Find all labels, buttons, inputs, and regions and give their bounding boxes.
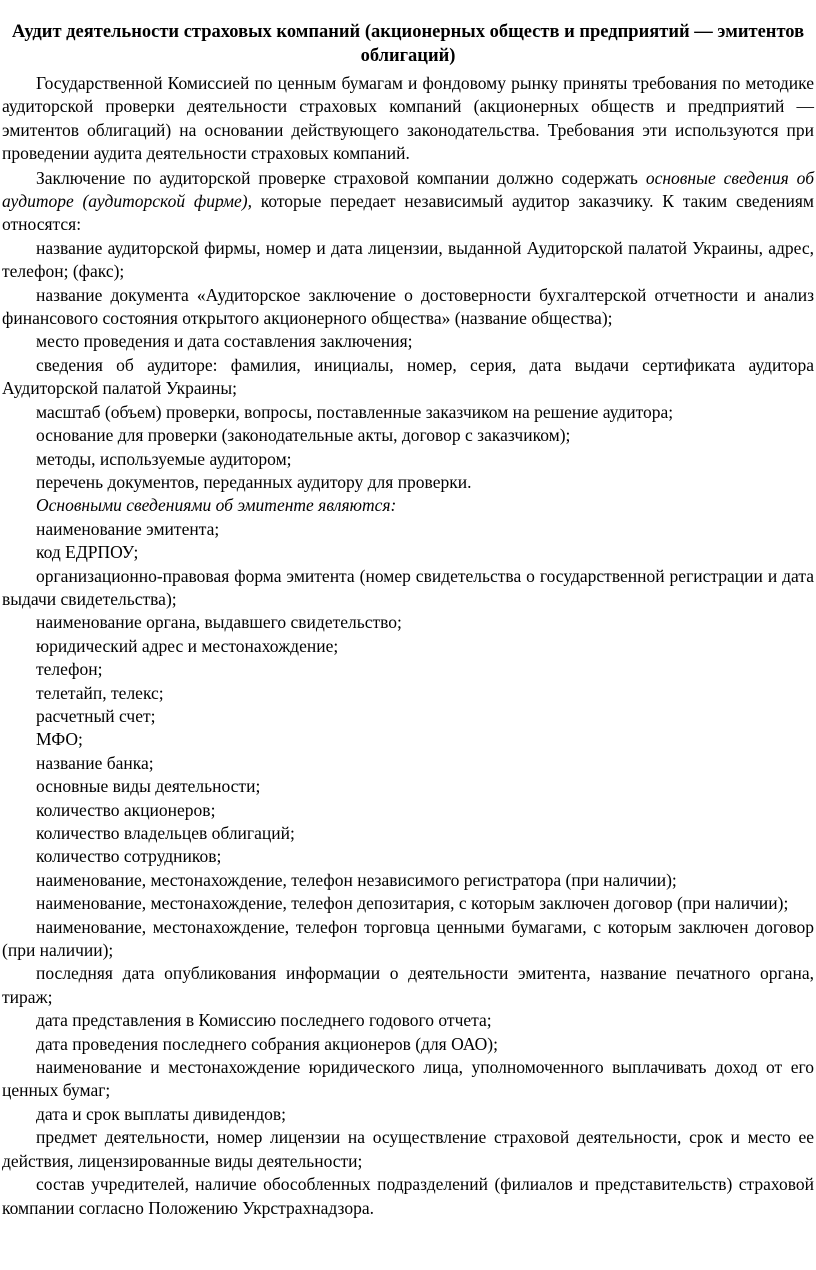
list-item: код ЕДРПОУ; — [36, 542, 139, 563]
list-item: дата и срок выплаты дивидендов; — [36, 1103, 287, 1124]
list-item: название банка; — [36, 752, 154, 773]
list-item: наименование, местонахождение, телефон торговца ценными бумагами, с которым заключен договор (при наличии); — [2, 916, 814, 961]
list-item: название аудиторской фирмы, номер и дата лицензии, выданной Аудиторской палатой Украины, адрес, телефон; (факс); — [2, 237, 814, 282]
list-item: наименование и местонахождение юридического лица, уполномоченного выплачивать доход от его ценных бумаг; — [2, 1057, 814, 1101]
list-item: количество акционеров; — [36, 799, 216, 820]
list-item: основание для проверки (законодательные акты, договор с заказчиком); — [36, 425, 571, 446]
list-item: наименование, местонахождение, телефон независимого регистратора (при наличии); — [36, 869, 677, 890]
list-item: состав учредителей, наличие обособленных подразделений (филиалов и представительств) страховой компании согласно Положению Укрстрахнадзора. — [2, 1174, 814, 1218]
list-item: дата представления в Комиссию последнего годового отчета; — [36, 1010, 492, 1031]
issuer-info-list — [2, 518, 814, 1220]
conclusion-emphasis: основные сведения об аудиторе (аудиторской фирме), — [2, 167, 814, 212]
intro-paragraph: Государственной Комиссией по ценным бумагам и фондовому рынку приняты требования по методике аудиторской проверки деятельности страховых компаний (акционерных обществ и предприятий — эмитентов облигаций) на основании действующего законодательства. Требования эти используются при проведении аудита деятельности страховых компаний. — [2, 73, 814, 164]
list-item: количество владельцев облигаций; — [36, 823, 295, 843]
list-item: сведения об аудиторе: фамилия, инициалы, номер, серия, дата выдачи сертификата аудитора Аудиторской палатой Украины; — [2, 354, 814, 399]
list-item: методы, используемые аудитором; — [36, 448, 292, 469]
list-item: название документа «Аудиторское заключение о достоверности бухгалтерской отчетности и анализ финансового состояния открытого акционерного общества» (название общества); — [2, 284, 814, 329]
list-item: дата проведения последнего собрания акционеров (для ОАО); — [36, 1033, 498, 1054]
list-item: перечень документов, переданных аудитору для проверки. — [36, 471, 472, 492]
list-item: место проведения и дата составления заключения; — [36, 331, 413, 352]
list-item: наименование эмитента; — [36, 518, 220, 539]
list-item: организационно-правовая форма эмитента (номер свидетельства о государственной регистрации и дата выдачи свидетельства); — [2, 565, 814, 609]
auditor-info-list — [2, 237, 814, 494]
list-item: наименование, местонахождение, телефон депозитария, с которым заключен договор (при наличии); — [36, 893, 789, 914]
issuer-heading: Основными сведениями об эмитенте являются: — [36, 495, 397, 516]
list-item: юридический адрес и местонахождение; — [36, 635, 339, 656]
list-item: расчетный счет; — [36, 705, 156, 726]
list-item: основные виды деятельности; — [36, 776, 261, 797]
list-item: последняя дата опубликования информации о деятельности эмитента, название печатного органа, тираж; — [2, 963, 814, 1007]
list-item: количество сотрудников; — [36, 846, 222, 867]
list-item: МФО; — [36, 729, 83, 750]
list-item: масштаб (объем) проверки, вопросы, поставленные заказчиком на решение аудитора; — [36, 401, 674, 422]
list-item: телетайп, телекс; — [36, 682, 164, 703]
list-item: телефон; — [36, 659, 103, 680]
list-item: наименование органа, выдавшего свидетельство; — [36, 612, 402, 633]
list-item: предмет деятельности, номер лицензии на осуществление страховой деятельности, срок и место ее действия, лицензированные виды деятельности; — [2, 1127, 814, 1171]
conclusion-text-before: Заключение по аудиторской проверке страховой компании должно содержать — [36, 167, 646, 188]
conclusion-text-after: которые передает независимый аудитор заказчику. К таким сведениям относятся: — [2, 191, 814, 235]
conclusion-paragraph — [2, 167, 814, 237]
page-title: Аудит деятельности страховых компаний (акционерных обществ и предприятий — эмитентов облигаций) — [11, 22, 805, 66]
